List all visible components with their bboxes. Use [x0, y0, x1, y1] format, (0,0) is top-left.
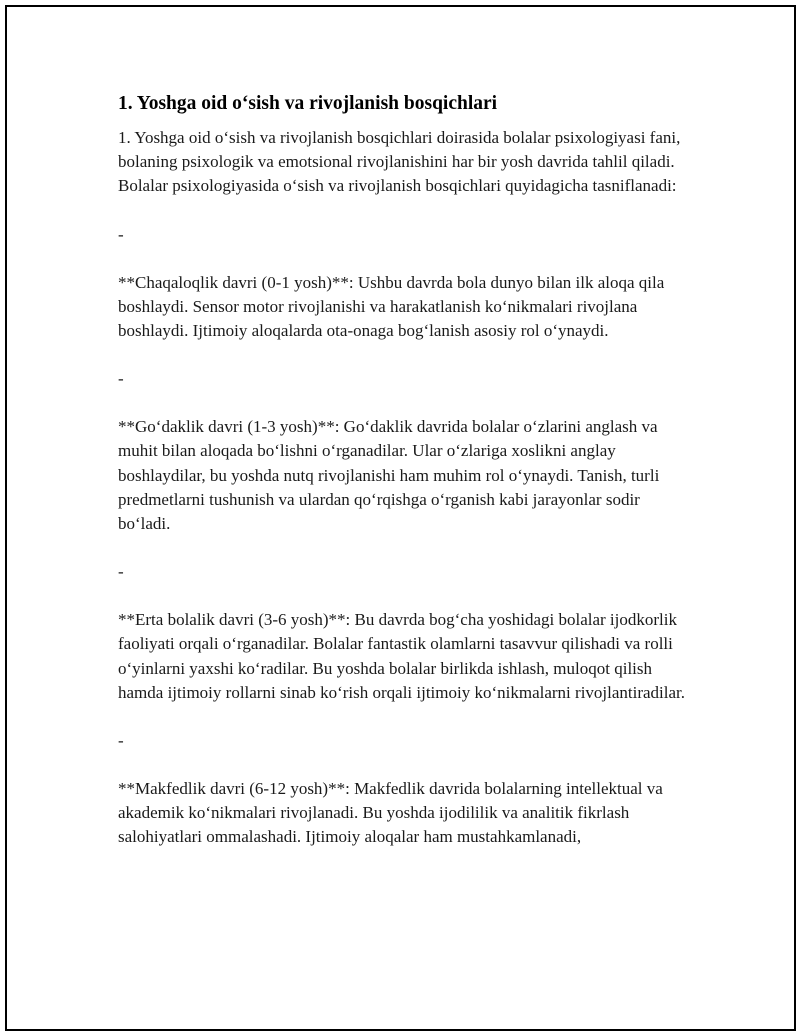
section-heading: 1. Yoshga oid o‘sish va rivojlanish bosqichlari [118, 93, 498, 114]
spacer [118, 391, 688, 415]
spacer [118, 584, 688, 608]
document-body [118, 92, 688, 850]
spacer [118, 199, 688, 223]
stage-paragraph-infancy: **Chaqaloqlik davri (0-1 yosh)**: Ushbu davrda bola dunyo bilan ilk aloqa qila boshlaydi. Sensor motor rivojlanishi va harakatlanish ko‘nikmalari rivojlana boshlaydi. Ijtimoiy aloqalarda ota-onaga bog‘lanish asosiy rol o‘ynaydi. [118, 272, 665, 341]
list-bullet: - [118, 224, 124, 244]
stage-paragraph-school-age: **Makfedlik davri (6-12 yosh)**: Makfedlik davrida bolalarning intellektual va akademik ko‘nikmalari rivojlanadi. Bu yoshda ijodililik va analitik fikrlash salohiyatlari ommalashadi. Ijtimoiy aloqalar ham mustahkamlanadi, [118, 779, 663, 847]
list-bullet: - [118, 731, 124, 751]
spacer [118, 247, 688, 271]
spacer [118, 536, 688, 560]
stage-paragraph-early-childhood: **Erta bolalik davri (3-6 yosh)**: Bu davrda bog‘cha yoshidagi bolalar ijodkorlik faoliyati orqali o‘rganadilar. Bolalar fantastik olamlarni tasavvur qilishadi va rolli o‘yinlarni yaxshi ko‘radilar. Bu yoshda bolalar birlikda ishlash, muloqot qilish hamda ijtimoiy rollarni sinab ko‘rish orqali ijtimoiy ko‘nikmalarni rivojlantiradilar. [118, 610, 686, 702]
list-bullet: - [118, 369, 124, 389]
stage-paragraph-toddler: **Go‘daklik davri (1-3 yosh)**: Go‘daklik davrida bolalar o‘zlarini anglash va muhit bilan aloqada bo‘lishni o‘rganadilar. Ular o‘zlariga xoslikni anglay boshlaydilar, bu yoshda nutq rivojlanishi ham muhim rol o‘ynaydi. Tanish, turli predmetlarni tushunish va ulardan qo‘rqishga o‘rganish kabi jarayonlar sodir bo‘ladi. [118, 417, 660, 534]
spacer [118, 705, 688, 729]
list-bullet: - [118, 562, 124, 582]
spacer [118, 753, 688, 777]
intro-paragraph: 1. Yoshga oid o‘sish va rivojlanish bosqichlari doirasida bolalar psixologiyasi fani, bolaning psixologik va emotsional rivojlanishini har bir yosh davrida tahlil qiladi. Bolalar psixologiyasida o‘sish va rivojlanish bosqichlari quyidagicha tasniflanadi: [118, 128, 681, 196]
spacer [118, 343, 688, 367]
